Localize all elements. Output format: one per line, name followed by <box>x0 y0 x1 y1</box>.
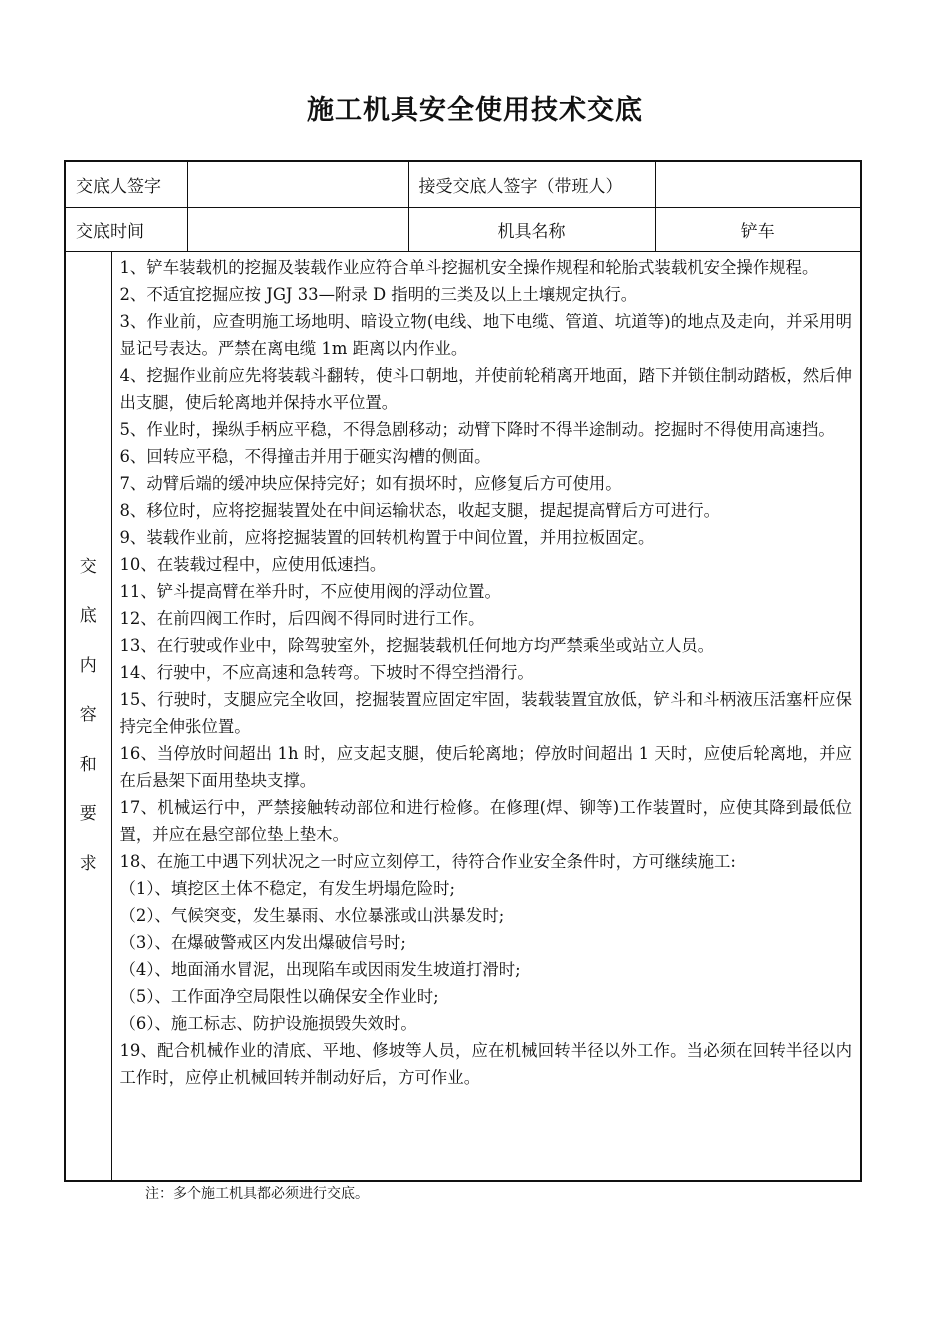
content-item: 4、挖掘作业前应先将装载斗翻转，使斗口朝地，并使前轮稍离开地面，踏下并锁住制动踏板，然后伸出支腿，使后轮离地并保持水平位置。 <box>119 365 852 412</box>
time-value-field[interactable] <box>187 207 408 251</box>
receiver-label: 接受交底人签字（带班人） <box>408 161 655 207</box>
side-label-char: 容 <box>79 705 97 725</box>
side-label-char: 内 <box>79 655 97 676</box>
content-item: 17、机械运行中，严禁接触转动部位和进行检修。在修理(焊、铆等)工作装置时，应使其降到最低位置，并应在悬空部位垫上垫木。 <box>119 797 852 844</box>
content-item: 19、配合机械作业的清底、平地、修坡等人员，应在机械回转半径以外工作。当必须在回转半径以内工作时，应停止机械回转并制动好后，方可作业。 <box>119 1040 852 1087</box>
machine-name-label: 机具名称 <box>408 207 655 251</box>
content-row <box>65 251 861 1181</box>
content-subitem: （4）、地面涌水冒泥，出现陷车或因雨发生坡道打滑时; <box>119 959 521 979</box>
content-item: 12、在前四阀工作时，后四阀不得同时进行工作。 <box>119 608 485 628</box>
content-item: 9、装载作业前，应将挖掘装置的回转机构置于中间位置，并用拉板固定。 <box>119 527 655 547</box>
footnote: 注：多个施工机具都必须进行交底。 <box>145 1186 369 1202</box>
handover-form-table <box>64 160 862 1182</box>
machine-name-value: 铲车 <box>655 207 861 251</box>
signature-row <box>65 161 861 207</box>
content-item: 5、作业时，操纵手柄应平稳，不得急剧移动；动臂下降时不得半途制动。挖掘时不得使用高速挡。 <box>119 419 835 439</box>
content-item: 6、回转应平稳，不得撞击并用于砸实沟槽的侧面。 <box>119 446 491 466</box>
signer-value-field[interactable] <box>187 161 408 207</box>
content-item: 8、移位时，应将挖掘装置处在中间运输状态，收起支腿，提起提高臂后方可进行。 <box>119 500 720 520</box>
side-label-char: 要 <box>79 804 97 824</box>
side-label-char: 交 <box>79 556 97 577</box>
content-item: 1、铲车装载机的挖掘及装载作业应符合单斗挖掘机安全操作规程和轮胎式装载机安全操作规程。 <box>119 257 819 277</box>
content-item: 3、作业前，应查明施工场地明、暗设立物(电线、地下电缆、管道、坑道等)的地点及走向，并采用明显记号表达。严禁在离电缆 1m 距离以内作业。 <box>119 311 852 358</box>
content-subitem: （1）、填挖区土体不稳定，有发生坍塌危险时; <box>119 878 456 898</box>
content-subitem: （2）、气候突变，发生暴雨、水位暴涨或山洪暴发时; <box>119 905 505 925</box>
signer-label: 交底人签字 <box>65 161 187 207</box>
content-side-label <box>65 251 111 1181</box>
content-subitem: （5）、工作面净空局限性以确保安全作业时; <box>119 986 439 1006</box>
content-item: 7、动臂后端的缓冲块应保持完好；如有损坏时，应修复后方可使用。 <box>119 473 622 493</box>
content-item: 2、不适宜挖掘应按 JGJ 33—附录 D 指明的三类及以上土壤规定执行。 <box>119 284 638 304</box>
content-item: 15、行驶时，支腿应完全收回，挖掘装置应固定牢固，装载装置宜放低，铲斗和斗柄液压活塞杆应保持完全伸张位置。 <box>119 689 852 736</box>
side-label-char: 和 <box>79 754 97 775</box>
content-item: 11、铲斗提高臂在举升时，不应使用阀的浮动位置。 <box>119 581 501 601</box>
time-label: 交底时间 <box>65 207 187 251</box>
content-subitem: （6）、施工标志、防护设施损毁失效时。 <box>119 1013 417 1033</box>
document-title: 施工机具安全使用技术交底 <box>307 95 643 126</box>
content-body <box>111 251 861 1181</box>
time-machine-row <box>65 207 861 251</box>
receiver-value-field[interactable] <box>655 161 861 207</box>
content-item: 14、行驶中，不应高速和急转弯。下坡时不得空挡滑行。 <box>119 662 534 682</box>
content-item: 10、在装载过程中，应使用低速挡。 <box>119 554 387 574</box>
content-item: 18、在施工中遇下列状况之一时应立刻停工，待符合作业安全条件时，方可继续施工: <box>119 851 736 871</box>
content-subitem: （3）、在爆破警戒区内发出爆破信号时; <box>119 932 406 952</box>
side-label-char: 底 <box>79 606 97 626</box>
content-item: 16、当停放时间超出 1h 时，应支起支腿，使后轮离地；停放时间超出 1 天时，应使后轮离地，并应在后悬架下面用垫块支撑。 <box>119 743 852 790</box>
content-item: 13、在行驶或作业中，除驾驶室外，挖掘装载机任何地方均严禁乘坐或站立人员。 <box>119 635 715 655</box>
side-label-char: 求 <box>79 853 97 874</box>
